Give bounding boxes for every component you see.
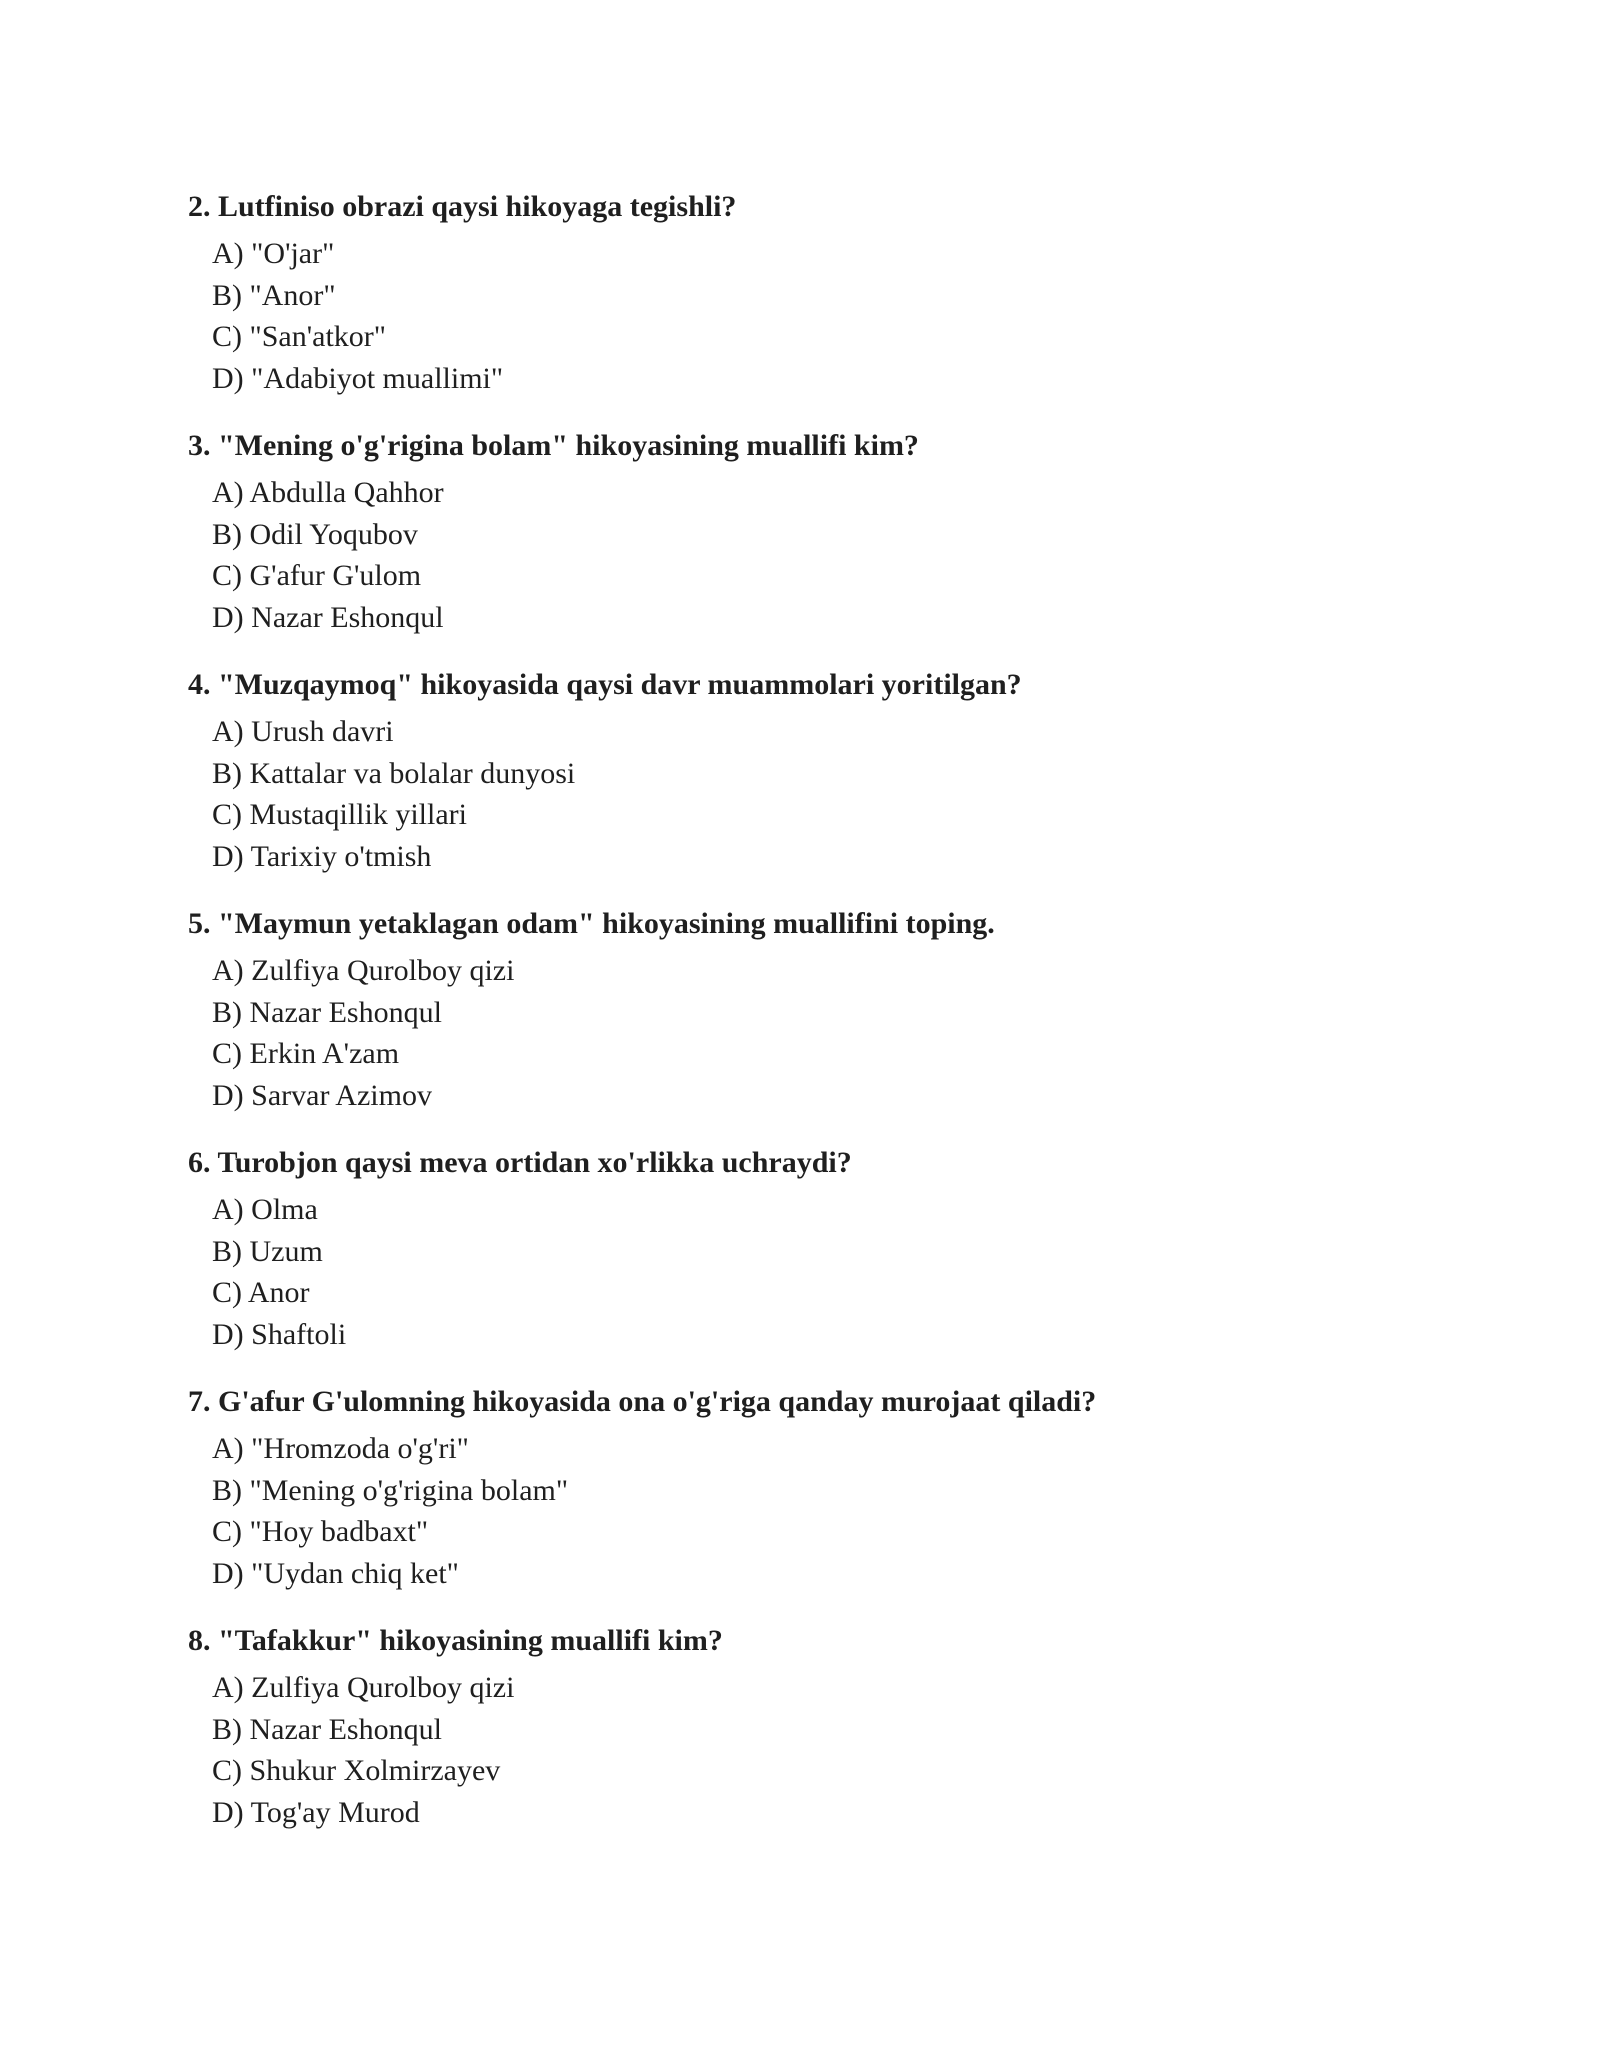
- answer-option-d: D) "Adabiyot muallimi": [212, 361, 504, 395]
- question-5: [188, 904, 1488, 1116]
- answer-option-d: D) Tarixiy o'tmish: [212, 839, 432, 873]
- answer-option-d: D) Nazar Eshonqul: [212, 600, 444, 634]
- question-2: [188, 187, 1488, 399]
- answer-option-b: B) Nazar Eshonqul: [212, 995, 442, 1029]
- answer-option-d: D) Tog'ay Murod: [212, 1795, 420, 1829]
- answer-option-a: A) Urush davri: [212, 715, 394, 748]
- answer-option-d: D) Sarvar Azimov: [212, 1078, 432, 1112]
- question-3: [188, 426, 1488, 638]
- question-7: [188, 1382, 1488, 1594]
- question-6: [188, 1143, 1488, 1355]
- answer-option-c: C) "San'atkor": [212, 320, 387, 353]
- answer-option-b: B) Odil Yoqubov: [212, 517, 418, 551]
- answer-option-b: B) Nazar Eshonqul: [212, 1712, 442, 1746]
- answer-option-a: A) Zulfiya Qurolboy qizi: [212, 954, 515, 987]
- answer-option-c: C) "Hoy badbaxt": [212, 1515, 429, 1548]
- answer-option-c: C) G'afur G'ulom: [212, 559, 422, 592]
- question-title: 8. "Tafakkur" hikoyasining muallifi kim?: [188, 1624, 723, 1657]
- answer-option-c: C) Erkin A'zam: [212, 1037, 400, 1070]
- question-title: 6. Turobjon qaysi meva ortidan xo'rlikka uchraydi?: [188, 1146, 852, 1179]
- answer-option-c: C) Anor: [212, 1276, 310, 1309]
- question-4: [188, 665, 1488, 877]
- answer-option-c: C) Mustaqillik yillari: [212, 798, 467, 831]
- answer-option-d: D) "Uydan chiq ket": [212, 1556, 459, 1590]
- question-title: 7. G'afur G'ulomning hikoyasida ona o'g'riga qanday murojaat qiladi?: [188, 1385, 1097, 1418]
- answer-option-b: B) "Anor": [212, 278, 336, 312]
- answer-option-a: A) Zulfiya Qurolboy qizi: [212, 1671, 515, 1704]
- answer-option-b: B) Uzum: [212, 1234, 323, 1268]
- answer-option-d: D) Shaftoli: [212, 1317, 347, 1351]
- answer-option-a: A) Abdulla Qahhor: [212, 476, 444, 509]
- question-title: 4. "Muzqaymoq" hikoyasida qaysi davr muammolari yoritilgan?: [188, 668, 1022, 701]
- question-title: 3. "Mening o'g'rigina bolam" hikoyasining muallifi kim?: [188, 429, 919, 462]
- answer-option-c: C) Shukur Xolmirzayev: [212, 1754, 501, 1787]
- answer-option-a: A) "Hromzoda o'g'ri": [212, 1432, 469, 1465]
- answer-option-a: A) "O'jar": [212, 237, 335, 270]
- question-title: 2. Lutfiniso obrazi qaysi hikoyaga tegishli?: [188, 190, 737, 223]
- answer-option-b: B) "Mening o'g'rigina bolam": [212, 1473, 569, 1507]
- question-title: 5. "Maymun yetaklagan odam" hikoyasining muallifini toping.: [188, 907, 995, 940]
- question-8: [188, 1621, 1488, 1833]
- answer-option-b: B) Kattalar va bolalar dunyosi: [212, 756, 576, 790]
- answer-option-a: A) Olma: [212, 1193, 318, 1226]
